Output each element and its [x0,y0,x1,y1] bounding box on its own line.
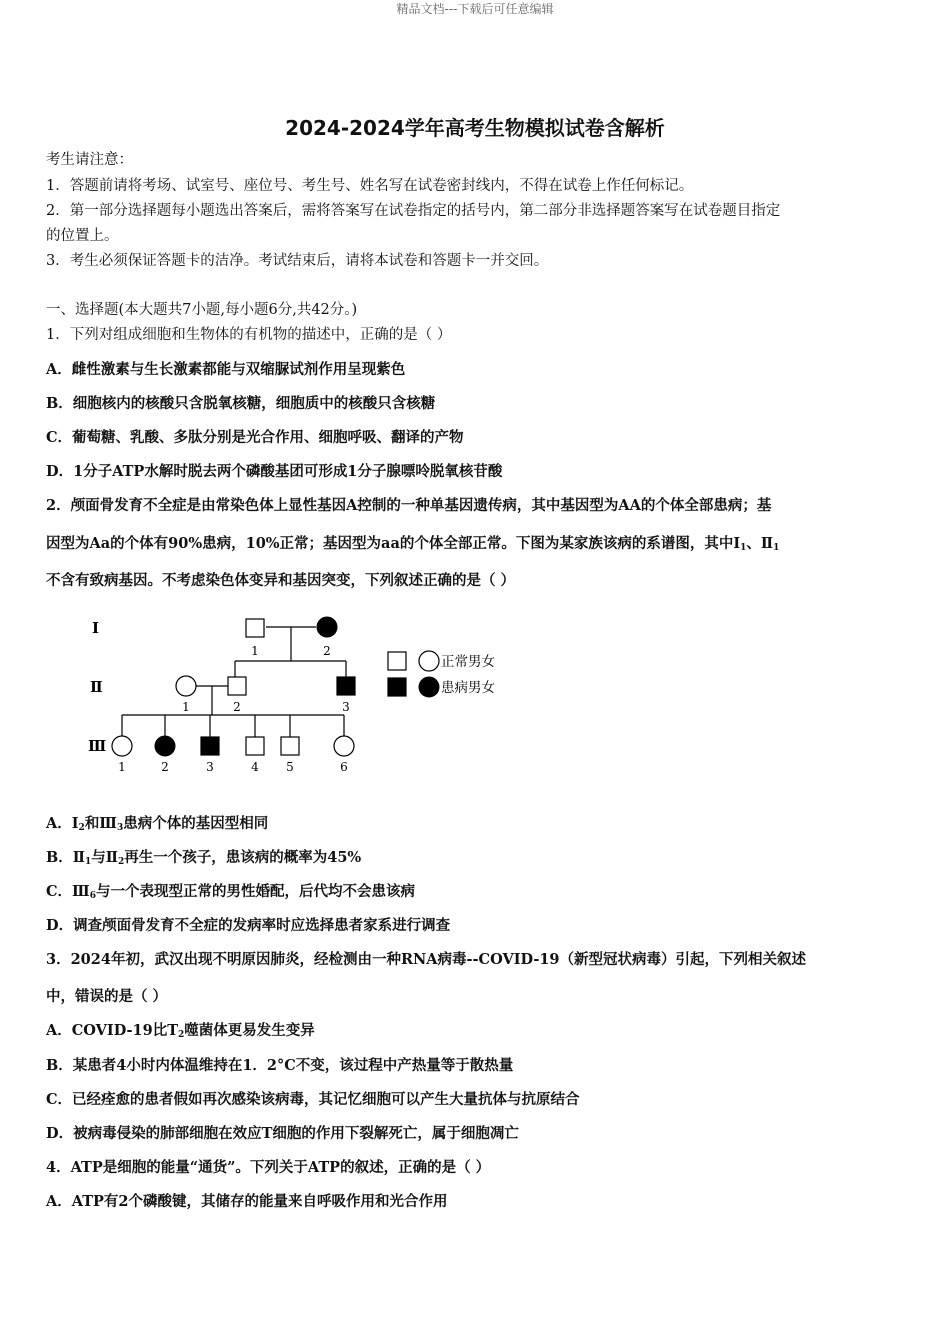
q3-stem-line1: 3．2024年初，武汉出现不明原因肺炎，经检测由一种RNA病毒--COVID-19（新型冠状病毒）引起，下列相关叙述 [46,951,807,968]
ind-num: 4 [251,760,259,774]
notice-item-2-cont: 的位置上。 [46,228,119,244]
pedigree-II1 [176,676,196,696]
notice-item-2: 2．第一部分选择题每小题选出答案后，需将答案写在试卷指定的括号内，第二部分非选择题答案写在试卷题目指定 [46,203,781,219]
pedigree-III4 [246,737,264,755]
q4-option-a: A．ATP有2个磷酸键，其储存的能量来自呼吸作用和光合作用 [46,1193,448,1210]
gen-label-II: Ⅱ [90,678,103,696]
legend-male-affected [388,678,406,696]
ind-num: 3 [342,700,350,714]
ind-num: 1 [118,760,126,774]
legend-male-normal [388,652,406,670]
pedigree-chart [80,605,520,785]
legend-affected-label: 患病男女 [441,680,495,696]
legend-female-normal [419,651,439,671]
q1-option-c: C．葡萄糖、乳酸、多肽分别是光合作用、细胞呼吸、翻译的产物 [46,429,464,446]
pedigree-III2 [155,736,175,756]
q3-option-d: D．被病毒侵染的肺部细胞在效应T细胞的作用下裂解死亡，属于细胞凋亡 [46,1125,519,1142]
q2-stem-line1: 2．颅面骨发育不全症是由常染色体上显性基因A控制的一种单基因遗传病，其中基因型为AA的个体全部患病；基 [46,497,772,514]
gen-label-III: Ⅲ [88,737,107,755]
ind-num: 2 [233,700,241,714]
q2-stem-line2: 因型为Aa的个体有90%患病，10%正常；基因型为aa的个体全部正常。下图为某家族该病的系谱图，其中$Ⅰ_1$、$Ⅱ_1$ [46,535,780,553]
q4-stem: 4．ATP是细胞的能量“通货”。下列关于ATP的叙述，正确的是（ ） [46,1159,491,1176]
pedigree-I2 [317,617,337,637]
section-heading: 一、选择题(本大题共7小题,每小题6分,共42分。) [46,302,358,318]
notice-item-1: 1．答题前请将考场、试室号、座位号、考生号、姓名写在试卷密封线内，不得在试卷上作任何标记。 [46,178,694,194]
q2-option-c: C．$Ⅲ_6$与一个表现型正常的男性婚配，后代均不会患该病 [46,883,415,901]
q2-stem-line3: 不含有致病基因。不考虑染色体变异和基因突变，下列叙述正确的是（ ） [46,572,516,589]
gen-label-I: Ⅰ [92,619,100,637]
notice-item-3: 3．考生必须保证答题卡的洁净。考试结束后，请将本试卷和答题卡一并交回。 [46,253,549,269]
ind-num: 2 [161,760,169,774]
q3-option-c: C．已经痊愈的患者假如再次感染该病毒，其记忆细胞可以产生大量抗体与抗原结合 [46,1091,580,1108]
page-title: 2024-2024学年高考生物模拟试卷含解析 [285,116,665,140]
q1-option-b: B．细胞核内的核酸只含脱氧核糖，细胞质中的核酸只含核糖 [46,395,436,412]
pedigree-III3 [201,737,219,755]
q1-option-d: D．1分子ATP水解时脱去两个磷酸基团可形成1分子腺嘌呤脱氧核苷酸 [46,463,503,480]
legend-normal-label: 正常男女 [441,654,495,670]
pedigree-II2 [228,677,246,695]
pedigree-III6 [334,736,354,756]
pedigree-III1 [112,736,132,756]
pedigree-I1 [246,619,264,637]
ind-num: 3 [206,760,214,774]
pedigree-II3 [337,677,355,695]
q2-option-a: A．$Ⅰ_2$和$Ⅲ_3$患病个体的基因型相同 [46,815,269,833]
notice-heading: 考生请注意： [46,152,133,168]
ind-num: 6 [340,760,348,774]
watermark: 精品文档---下载后可任意编辑 [396,2,554,16]
ind-num: 2 [323,644,331,658]
q3-option-a: A．COVID-19比$T_2$噬菌体更易发生变异 [46,1022,315,1040]
q1-stem: 1．下列对组成细胞和生物体的有机物的描述中，正确的是（ ） [46,327,452,343]
q2-option-d: D．调查颅面骨发育不全症的发病率时应选择患者家系进行调查 [46,917,451,934]
q3-option-b: B．某患者4小时内体温维持在1．2°C不变，该过程中产热量等于散热量 [46,1057,514,1074]
q3-stem-line2: 中，错误的是（ ） [46,988,168,1005]
pedigree-III5 [281,737,299,755]
ind-num: 5 [286,760,294,774]
q1-option-a: A．雌性激素与生长激素都能与双缩脲试剂作用呈现紫色 [46,361,406,378]
legend-female-affected [419,677,439,697]
ind-num: 1 [182,700,190,714]
ind-num: 1 [251,644,259,658]
q2-option-b: B．$Ⅱ_1$与$Ⅱ_2$再生一个孩子，患该病的概率为45% [46,849,362,867]
